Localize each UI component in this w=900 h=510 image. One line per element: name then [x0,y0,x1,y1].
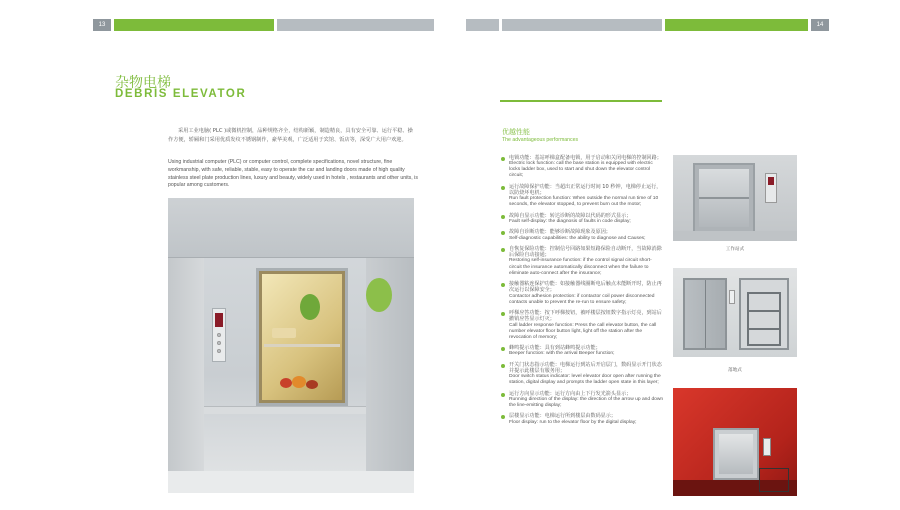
feature-text-en: Restoring self-insurance function: if the control signal circuit short-circuit the insurance automatically disconnect when the failure to eliminate auto-connect after the insurance; [509,258,652,276]
plant-icon [366,278,392,312]
right-page-number: 14 [816,22,824,28]
bullet-icon [501,248,505,252]
page-title-en: DEBRIS ELEVATOR [115,88,247,100]
feature-text-cn: 接触器粘连保护功能：如接触器线圈断电后触点未能断开时，防止再次运行以保障安全； [509,280,662,294]
call-button-icon [217,333,221,337]
section-divider [500,100,662,102]
page-title-cn: 杂物电梯 [115,75,171,91]
section-title-cn: 优越性能 [502,128,530,136]
intro-text-cn: 采用工业电脑( PLC )或微机控制，品种规格齐全，结构新颖，制造精良，具有安全可靠、运行平稳、操作方便，轿厢和门采用优质发纹不锈钢制作，豪华美观，广泛适用于宾馆、饭店等，深受广大用户欢迎。 [168,128,413,143]
feature-text-cn: 电锁功能：基站呼梯盒配备电锁，用于启动和关闭电梯的控制回路； [509,155,662,161]
feature-text-en: Running direction of the display: the direction of the arrow up and down the line-emitting display; [509,396,664,408]
chair-icon [759,468,789,492]
elevator-control-panel [212,308,226,362]
list-item [500,281,664,306]
call-button-icon [217,341,221,345]
feature-text-en: Call ladder response function: Press the call elevator button, the call number elevator floor button light, light off the station after the revocation of memory; [509,322,657,340]
bullet-icon [501,393,505,397]
floor-display [215,313,223,327]
bullet-icon [501,215,505,219]
bread-icon [272,328,296,338]
trolley-icon [747,292,781,346]
call-button-icon [217,349,221,353]
feature-text-en: Self-diagnostic capabilities: the ability to diagnose and Causes; [509,235,646,241]
fruit-icon [280,378,292,388]
elevator-control-panel [765,173,777,203]
elevator-control-panel [763,438,771,456]
cab-shelf [699,197,749,199]
list-item [500,362,664,387]
elevator-opening [713,428,759,480]
bullet-icon [501,231,505,235]
feature-list [500,155,664,430]
list-item [500,184,664,209]
feature-text-en: Contactor adhesion protection: if contactor coil power disconnected contacts unable to prevent the re-run to ensure safety; [509,293,655,305]
section-title-en: The advantageous performances [502,137,579,143]
list-item [500,213,664,225]
left-page-number: 13 [98,22,106,28]
list-item [500,155,664,180]
bullet-icon [501,364,505,368]
feature-text-cn: 开关门状态指示功能：电梯运行到站后开启层门，数码显示开门状态并提示此楼层有服务用； [509,361,662,374]
elevator-cab-interior [262,274,342,400]
elevator-cab-interior [699,169,749,227]
bullet-icon [501,347,505,351]
bullet-icon [501,186,505,190]
intro-text-en: Using industrial computer (PLC) or computer control, complete specifications, novel structure, fine workmanship, with safe, reliable, stable, easy to operate the car and landing doors made of high quality stainless steel plate production lines, luxury and beauty, widely used in hotels , restaurants and other units, is popular among customers. [168,159,418,189]
photo-workstation-elevator [673,155,797,241]
upper-cabinets [168,198,414,258]
header-bar-gray-left [277,19,434,31]
elevator-frame [693,163,755,233]
feature-text-cn: 运行故障保护功能：当超出正常运行时间 10 秒钟，电梯停止运行，以防烧坏电机； [509,183,662,197]
feature-text-cn: 自恢复保险功能：控制信号回路如果短路保险自动断开，当故障消除后保险自动接通； [509,245,662,259]
list-item [500,246,664,277]
photo-floor-elevator [673,268,797,357]
header-bar-gray-right-short [466,19,499,31]
list-item [500,229,664,241]
feature-text-cn: 故障自显示功能：转达诊断的故障以代码的形式显示； [509,212,632,219]
plant-icon [300,294,320,320]
bullet-icon [501,157,505,161]
feature-text-en: Fault self-display: the diagnosis of faults in code display; [509,219,631,225]
counter-base [673,231,797,241]
elevator-control-panel [729,290,735,304]
header-bar-green-left [114,19,274,31]
list-item [500,310,664,341]
floor-display [768,177,774,185]
photo-caption-floor: 落地式 [728,368,742,373]
trolley-shelf [749,310,779,312]
fruit-icon [292,376,306,388]
cab-shelf [264,344,340,347]
photo-caption-workstation: 工作站式 [725,247,745,252]
list-item [500,345,664,357]
elevator-cab-interior [719,434,753,474]
feature-text-en: Electric lock function: call the base station is equipped with electric locks ladder box, used to start and shut down the elevator control circuit; [509,161,653,179]
bullet-icon [501,312,505,316]
hero-elevator-photo [168,198,414,493]
feature-text-cn: 呼梯应答功能：按下呼梯按钮，被呼楼层按钮数字指示灯亮，到站后撤销应答显示灯灭； [509,309,662,323]
feature-text-en: Door switch status indicator: level elevator door open after running the station, digital display and prompts the ladder open state in this layer; [509,374,661,386]
door-seam [705,280,706,348]
header-bar-green-right [665,19,808,31]
fruit-icon [306,380,318,389]
feature-text-cn: 层楼显示功能：电梯运行所到楼层由数码显示； [509,413,616,420]
list-item [500,391,664,409]
feature-text-en: Beeper function: with the arrival Beeper function; [509,351,615,357]
trolley-shelf [749,328,779,330]
photo-red-wall-elevator [673,388,797,496]
feature-text-cn: 运行方向显示功能：运行方向由上下行发光箭头显示； [509,390,632,397]
list-item [500,413,664,425]
counter-top [204,406,366,414]
floor [168,471,414,493]
feature-text-cn: 蜂鸣提示功能：具有到站蜂鸣提示功能； [509,344,601,351]
bullet-icon [501,283,505,287]
feature-text-en: Run fault protection function: When outside the normal run time of 10 seconds, the elevator stopped, to prevent burn out the motor; [509,196,659,208]
landing-door [683,278,727,350]
header-bar-gray-right [502,19,662,31]
elevator-opening [256,268,348,406]
wall-panel-left [168,258,204,493]
feature-text-cn: 故障自诊断功能：能够诊断故障现象及原因； [509,229,611,236]
elevator-cab-open [739,278,789,350]
feature-text-en: Floor display: run to the elevator floor by the digital display; [509,419,637,425]
bullet-icon [501,415,505,419]
